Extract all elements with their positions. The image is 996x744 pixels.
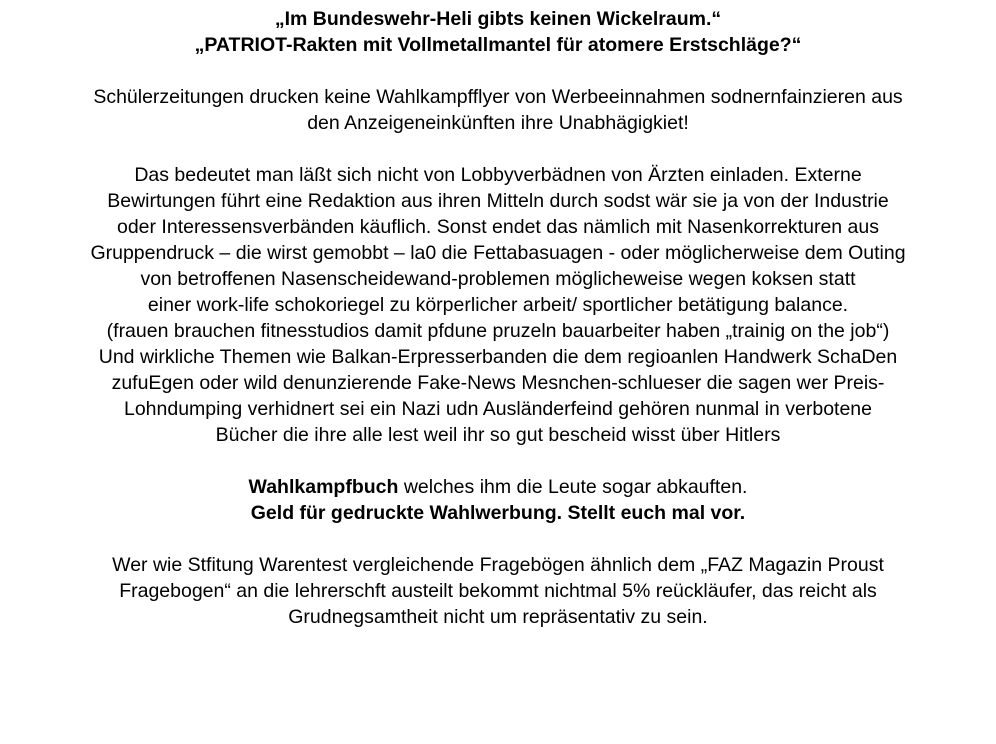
paragraph-3-rest: welches ihm die Leute sogar abkauften. xyxy=(398,476,748,498)
paragraph-2-line: oder Interessensverbänden käuflich. Sonst endet das nämlich mit Nasenkorrekturen aus xyxy=(116,216,879,238)
paragraph-1-line: Schülerzeitungen drucken keine Wahlkampfflyer von Werbeeinnahmen sodnernfainzieren aus xyxy=(93,86,903,108)
paragraph-4-line: Wer wie Stfitung Warentest vergleichende Fragebögen ähnlich dem „FAZ Magazin Proust xyxy=(112,554,884,576)
heading-line-1: „Im Bundeswehr-Heli gibts keinen Wickelraum.“ xyxy=(274,8,722,30)
paragraph-4-line: Grudnegsamtheit nicht um repräsentativ zu sein. xyxy=(288,606,708,628)
paragraph-3-line-1 xyxy=(0,474,996,500)
spacer xyxy=(0,136,996,162)
paragraph-3-bold-line: Geld für gedruckte Wahlwerbung. Stellt euch mal vor. xyxy=(250,502,746,524)
spacer xyxy=(0,526,996,552)
heading-line-2: „PATRIOT-Rakten mit Vollmetallmantel für atomere Erstschläge?“ xyxy=(194,34,802,56)
spacer xyxy=(0,58,996,84)
paragraph-2-line: Gruppendruck – die wirst gemobbt – la0 die Fettabasuagen - oder möglicherweise dem Outing xyxy=(90,242,906,264)
paragraph-2-line: zufuEgen oder wild denunzierende Fake-News Mesnchen-schlueser die sagen wer Preis- xyxy=(111,372,885,394)
bold-word: Wahlkampfbuch xyxy=(248,476,399,498)
paragraph-4-line: Fragebogen“ an die lehrerschft austeilt bekommt nichtmal 5% reückläufer, das reicht als xyxy=(119,580,877,602)
paragraph-1-line: den Anzeigeneinkünften ihre Unabhägigkiet! xyxy=(307,112,689,134)
paragraph-2-line: Bücher die ihre alle lest weil ihr so gut bescheid wisst über Hitlers xyxy=(215,424,781,446)
spacer xyxy=(0,448,996,474)
paragraph-2-line: einer work-life schokoriegel zu körperlicher arbeit/ sportlicher betätigung balance. xyxy=(147,294,849,316)
paragraph-2-line: Bewirtungen führt eine Redaktion aus ihren Mitteln durch sodst wär sie ja von der Industrie xyxy=(107,190,889,212)
paragraph-2-line: Das bedeutet man läßt sich nicht von Lobbyverbädnen von Ärzten einladen. Externe xyxy=(134,164,862,186)
paragraph-2-line: von betroffenen Nasenscheidewand-problemen möglicheweise wegen koksen statt xyxy=(140,268,856,290)
paragraph-2-line: (frauen brauchen fitnesstudios damit pfdune pruzeln bauarbeiter haben „trainig on the job“) xyxy=(106,320,890,342)
paragraph-2-line: Und wirkliche Themen wie Balkan-Erpresserbanden die dem regioanlen Handwerk SchaDen xyxy=(98,346,898,368)
paragraph-2-line: Lohndumping verhidnert sei ein Nazi udn Ausländerfeind gehören nunmal in verbotene xyxy=(123,398,872,420)
